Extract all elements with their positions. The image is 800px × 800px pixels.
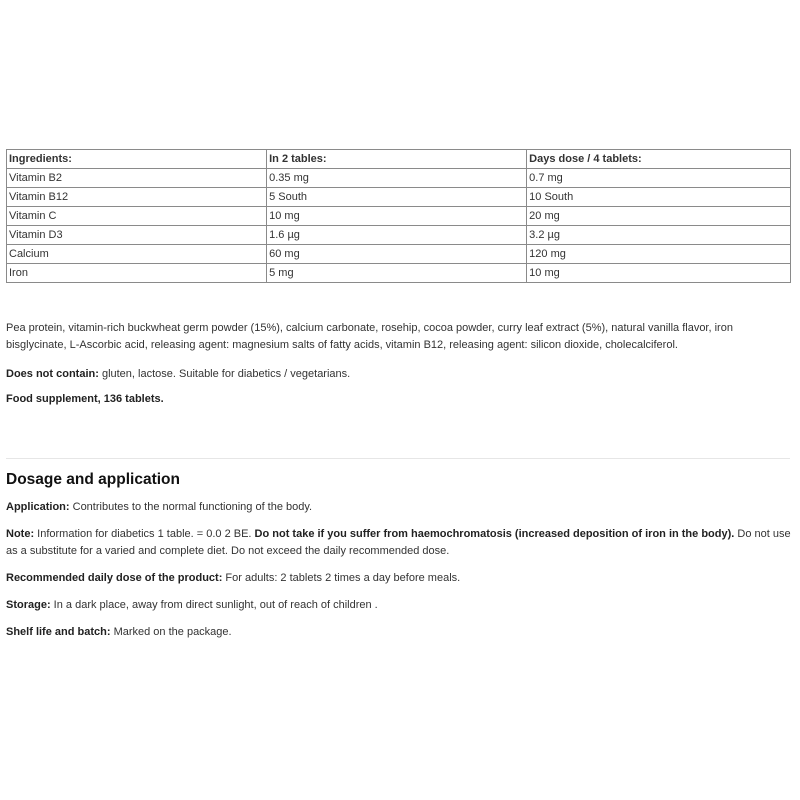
- storage-line: [6, 597, 796, 614]
- daily-dose-text: For adults: 2 tablets 2 times a day before meals.: [222, 572, 461, 584]
- ingredient-daily-dose: 10 mg: [527, 264, 791, 283]
- shelf-life-line: [6, 624, 796, 641]
- section-divider: [6, 458, 790, 459]
- dosage-heading: Dosage and application: [6, 471, 180, 488]
- table-row: [7, 264, 791, 283]
- storage-label: Storage:: [6, 599, 51, 611]
- shelf-life-label: Shelf life and batch:: [6, 626, 111, 638]
- ingredient-name: Vitamin B2: [7, 169, 267, 188]
- food-supplement-text: Food supplement, 136 tablets.: [6, 393, 164, 405]
- ingredient-daily-dose: 20 mg: [527, 207, 791, 226]
- ingredient-name: Vitamin D3: [7, 226, 267, 245]
- ingredient-per-2-tablets: 5 South: [267, 188, 527, 207]
- ingredient-per-2-tablets: 10 mg: [267, 207, 527, 226]
- header-daily-dose: Days dose / 4 tablets:: [527, 150, 791, 169]
- ingredient-per-2-tablets: 60 mg: [267, 245, 527, 264]
- ingredient-per-2-tablets: 0.35 mg: [267, 169, 527, 188]
- ingredient-daily-dose: 0.7 mg: [527, 169, 791, 188]
- application-text: Contributes to the normal functioning of the body.: [69, 501, 313, 513]
- ingredient-daily-dose: 3.2 µg: [527, 226, 791, 245]
- table-row: [7, 207, 791, 226]
- does-not-contain-text: gluten, lactose. Suitable for diabetics / vegetarians.: [98, 368, 351, 380]
- table-header-row: [7, 150, 791, 169]
- header-per-2-tablets: In 2 tables:: [267, 150, 527, 169]
- ingredient-per-2-tablets: 5 mg: [267, 264, 527, 283]
- daily-dose-label: Recommended daily dose of the product:: [6, 572, 223, 584]
- ingredient-name: Vitamin B12: [7, 188, 267, 207]
- does-not-contain-label: Does not contain:: [6, 368, 99, 380]
- header-ingredients: Ingredients:: [7, 150, 267, 169]
- note-paragraph: [6, 526, 796, 560]
- ingredient-name: Iron: [7, 264, 267, 283]
- note-label: Note:: [6, 528, 35, 540]
- does-not-contain: [6, 366, 796, 383]
- table-row: [7, 226, 791, 245]
- shelf-life-text: Marked on the package.: [110, 626, 232, 638]
- ingredient-name: Calcium: [7, 245, 267, 264]
- daily-dose-line: [6, 570, 796, 587]
- food-supplement-line: [6, 391, 796, 408]
- note-text: Information for diabetics 1 table. = 0.0 2 BE.: [34, 528, 255, 540]
- application-label: Application:: [6, 501, 70, 513]
- table-row: [7, 188, 791, 207]
- note-warning: Do not take if you suffer from haemochromatosis (increased deposition of iron in the body).: [254, 528, 735, 540]
- storage-text: In a dark place, away from direct sunlight, out of reach of children .: [50, 599, 378, 611]
- table-row: [7, 245, 791, 264]
- ingredients-description: Pea protein, vitamin-rich buckwheat germ powder (15%), calcium carbonate, rosehip, cocoa powder, curry leaf extract (5%), natural vanilla flavor, iron bisglycinate, L-Ascorbic acid, releasing agent: magnesium salts of fatty acids, vitamin B12, releasing agent: silicon dioxide, cholecalciferol.: [6, 322, 733, 351]
- ingredient-name: Vitamin C: [7, 207, 267, 226]
- application-line: [6, 499, 796, 516]
- note-text-2: Do not use as a substitute for a varied and complete diet. Do not exceed the daily recommended dose.: [6, 528, 791, 557]
- table-row: [7, 169, 791, 188]
- ingredients-table: [6, 149, 791, 283]
- ingredient-per-2-tablets: 1.6 µg: [267, 226, 527, 245]
- ingredient-daily-dose: 120 mg: [527, 245, 791, 264]
- ingredient-daily-dose: 10 South: [527, 188, 791, 207]
